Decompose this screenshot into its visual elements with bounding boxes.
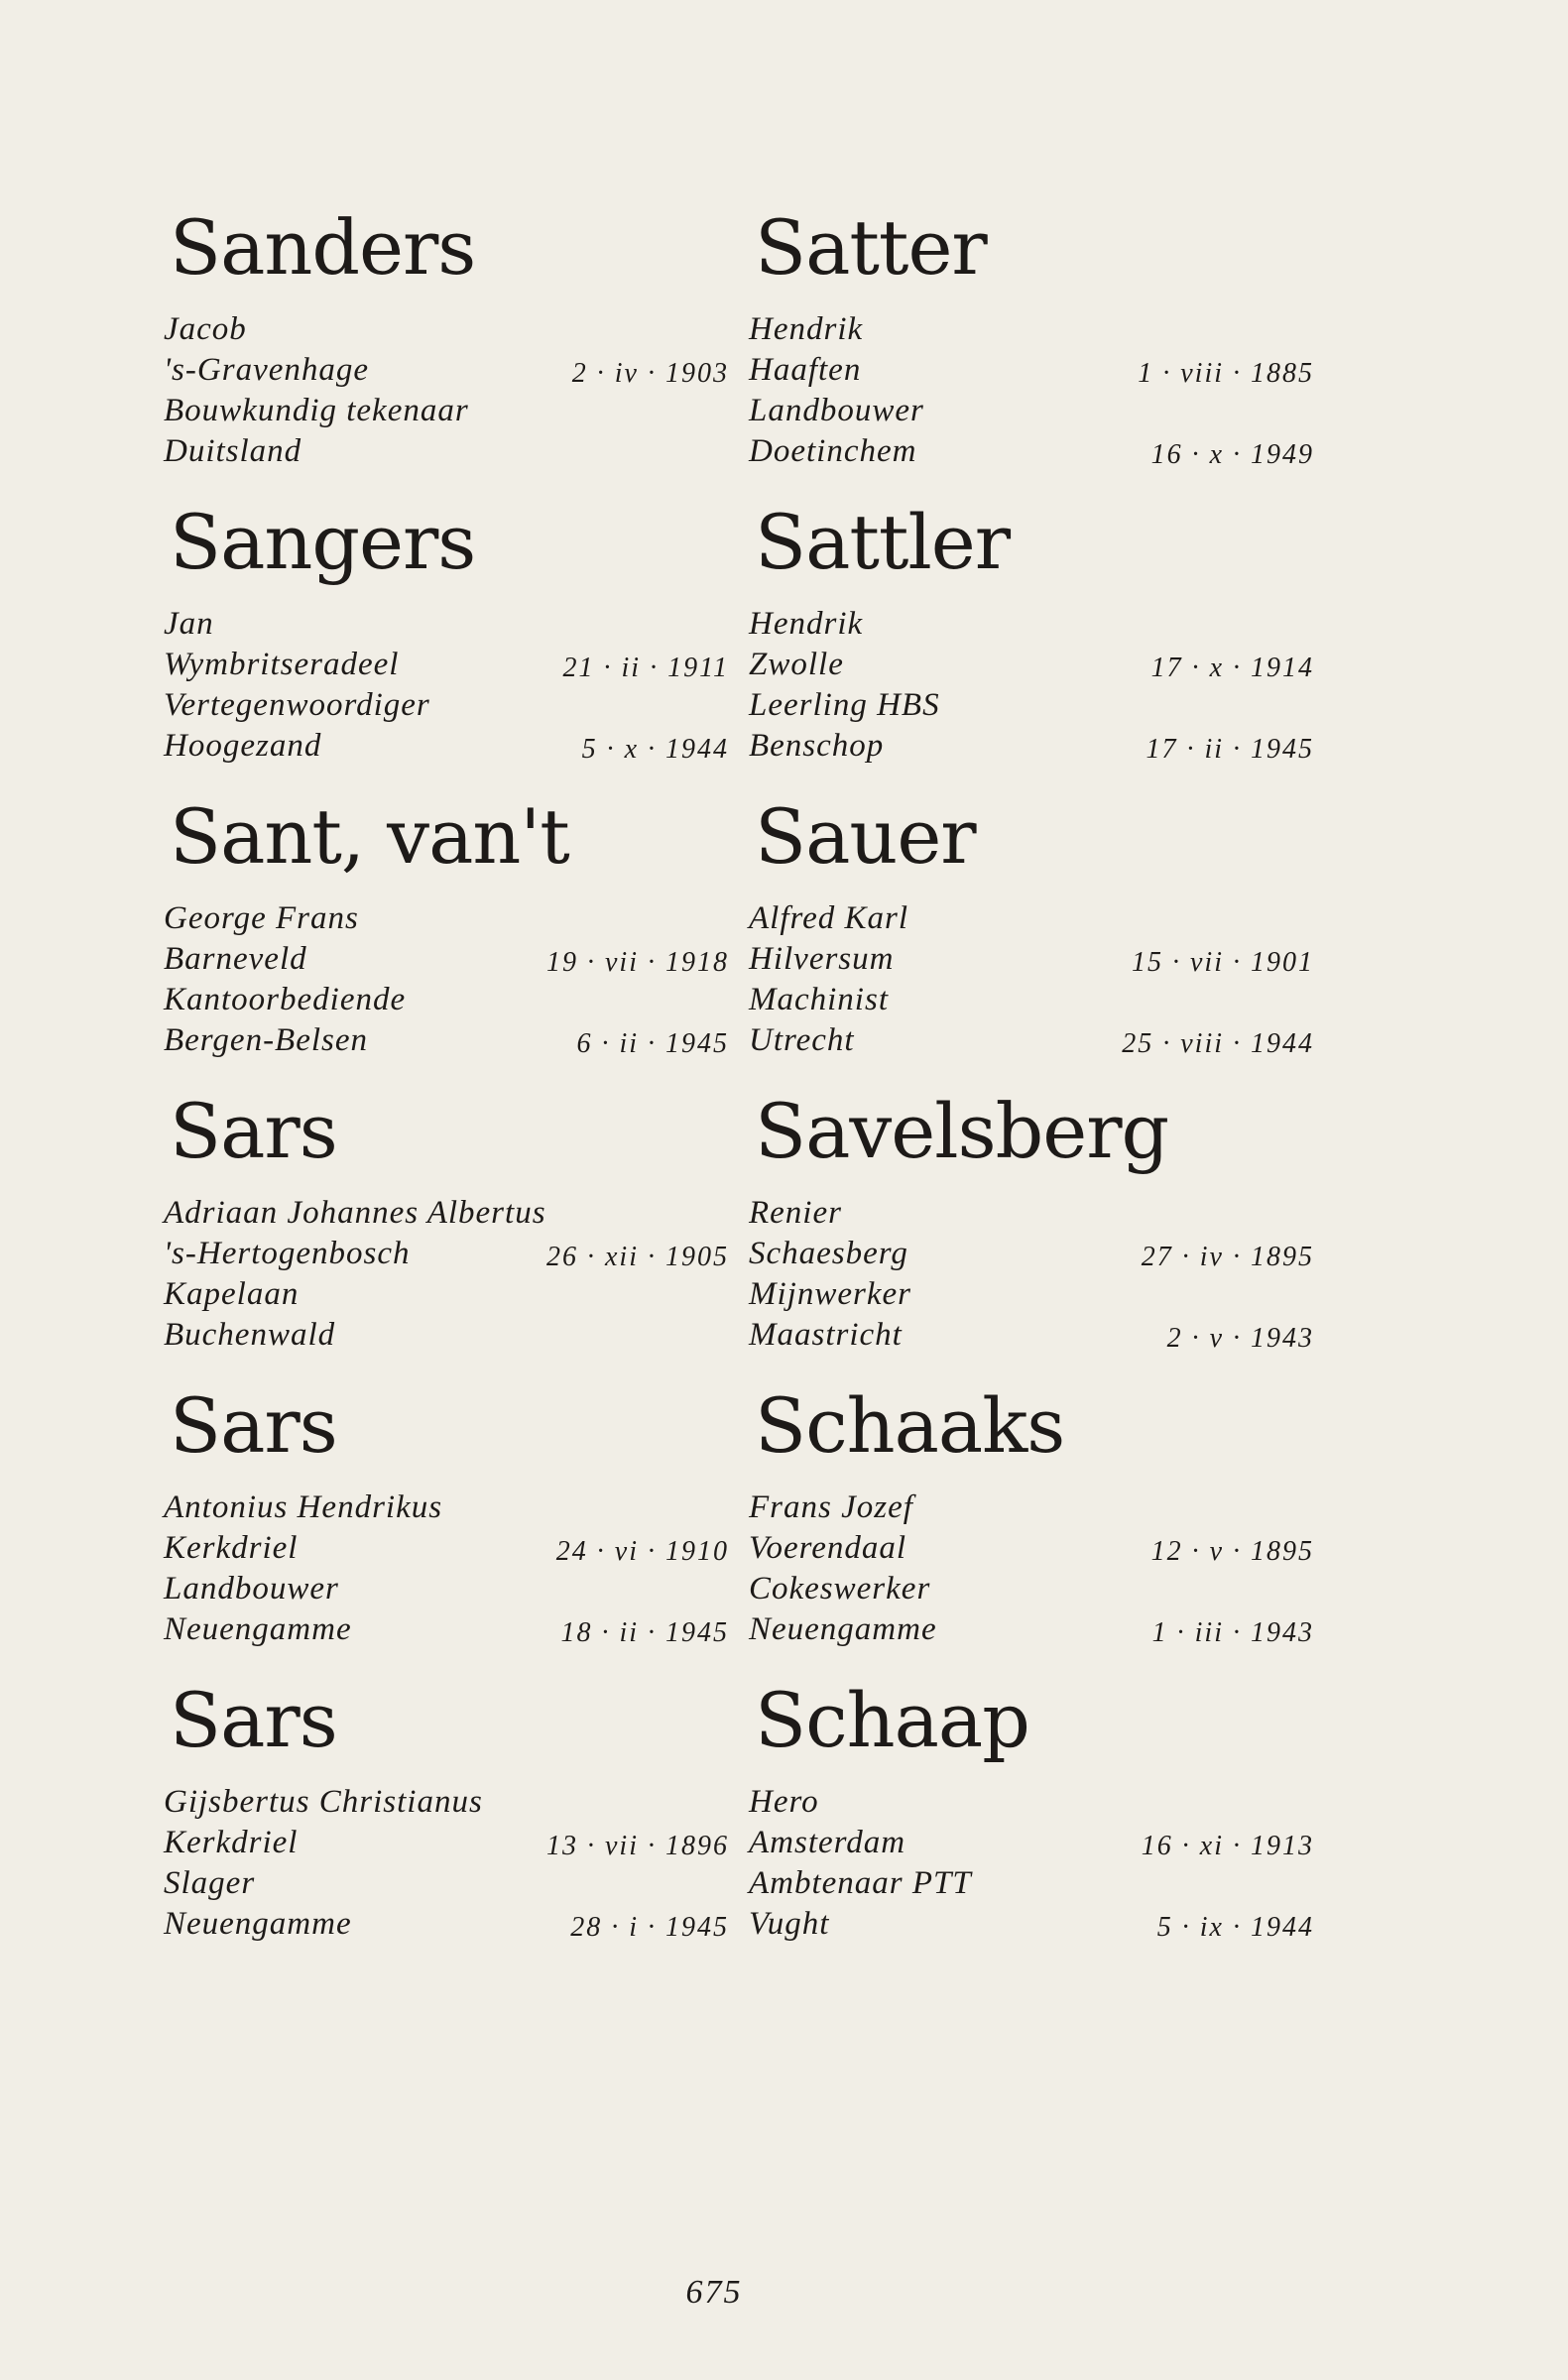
birthplace: 's-Gravenhage — [164, 352, 370, 388]
birthplace: Barneveld — [164, 941, 307, 977]
birthplace: Amsterdam — [749, 1825, 906, 1860]
death-place: Bergen-Belsen — [164, 1022, 369, 1058]
death-place: Neuengamme — [164, 1611, 352, 1647]
surname: Schaaks — [755, 1381, 1065, 1470]
entry — [164, 1666, 729, 1959]
birth-date: 26 · xii · 1905 — [546, 1242, 729, 1272]
death-place: Neuengamme — [749, 1611, 937, 1647]
birth-date: 15 · vii · 1901 — [1132, 947, 1314, 978]
birthplace: Kerkdriel — [164, 1825, 299, 1860]
entry — [749, 1371, 1314, 1664]
birth-date: 27 · iv · 1895 — [1141, 1242, 1314, 1272]
surname: Sauer — [755, 792, 976, 881]
first-names: Hero — [749, 1784, 819, 1820]
first-names: Antonius Hendrikus — [164, 1489, 443, 1525]
occupation: Leerling HBS — [749, 687, 940, 723]
first-names: Renier — [749, 1195, 842, 1231]
surname: Satter — [755, 203, 987, 292]
occupation: Ambtenaar PTT — [749, 1865, 972, 1901]
birthplace: Wymbritseradeel — [164, 647, 400, 682]
entry — [749, 1666, 1314, 1959]
birth-date: 21 · ii · 1911 — [562, 653, 729, 683]
death-date: 18 · ii · 1945 — [560, 1617, 729, 1648]
first-names: Alfred Karl — [749, 900, 909, 936]
first-names: Frans Jozef — [749, 1489, 913, 1525]
birthplace: Schaesberg — [749, 1236, 908, 1271]
death-place: Doetinchem — [749, 433, 917, 469]
occupation: Mijnwerker — [749, 1276, 911, 1312]
birth-date: 12 · v · 1895 — [1150, 1536, 1314, 1567]
occupation: Machinist — [749, 982, 889, 1017]
occupation: Vertegenwoordiger — [164, 687, 430, 723]
first-names: Jan — [164, 606, 214, 642]
birthplace: Hilversum — [749, 941, 895, 977]
first-names: Adriaan Johannes Albertus — [164, 1195, 546, 1231]
occupation: Kantoorbediende — [164, 982, 407, 1017]
death-date: 28 · i · 1945 — [570, 1912, 729, 1943]
surname: Sars — [170, 1381, 337, 1470]
occupation: Landbouwer — [164, 1571, 339, 1606]
death-place: Buchenwald — [164, 1317, 336, 1353]
birth-date: 1 · viii · 1885 — [1138, 358, 1314, 389]
death-place: Benschop — [749, 728, 885, 764]
birthplace: 's-Hertogenbosch — [164, 1236, 411, 1271]
surname: Schaap — [755, 1676, 1029, 1764]
death-place: Maastricht — [749, 1317, 903, 1353]
first-names: George Frans — [164, 900, 359, 936]
death-date: 5 · ix · 1944 — [1156, 1912, 1314, 1943]
death-date: 16 · x · 1949 — [1150, 439, 1314, 470]
birth-date: 17 · x · 1914 — [1150, 653, 1314, 683]
death-place: Duitsland — [164, 433, 302, 469]
entry — [164, 193, 729, 486]
birthplace: Voerendaal — [749, 1530, 907, 1566]
entry — [749, 193, 1314, 486]
surname: Sattler — [755, 498, 1011, 586]
surname: Savelsberg — [755, 1087, 1169, 1175]
death-place: Hoogezand — [164, 728, 322, 764]
occupation: Bouwkundig tekenaar — [164, 393, 469, 428]
occupation: Landbouwer — [749, 393, 924, 428]
death-place: Utrecht — [749, 1022, 855, 1058]
death-date: 17 · ii · 1945 — [1146, 734, 1314, 765]
first-names: Hendrik — [749, 606, 864, 642]
surname: Sangers — [170, 498, 476, 586]
surname: Sars — [170, 1676, 337, 1764]
entry — [749, 488, 1314, 780]
birth-date: 2 · iv · 1903 — [571, 358, 729, 389]
page-number: 675 — [685, 2274, 743, 2311]
death-date: 2 · v · 1943 — [1166, 1323, 1314, 1354]
birth-date: 16 · xi · 1913 — [1141, 1831, 1314, 1861]
occupation: Kapelaan — [164, 1276, 300, 1312]
birth-date: 24 · vi · 1910 — [555, 1536, 729, 1567]
entry — [164, 488, 729, 780]
occupation: Cokeswerker — [749, 1571, 931, 1606]
death-place: Vught — [749, 1906, 830, 1942]
surname: Sars — [170, 1087, 337, 1175]
death-date: 5 · x · 1944 — [581, 734, 729, 765]
birthplace: Haaften — [749, 352, 862, 388]
first-names: Hendrik — [749, 311, 864, 347]
surname: Sant, van't — [170, 792, 569, 881]
birth-date: 19 · vii · 1918 — [546, 947, 729, 978]
surname: Sanders — [170, 203, 476, 292]
entry — [749, 782, 1314, 1075]
death-place: Neuengamme — [164, 1906, 352, 1942]
birthplace: Kerkdriel — [164, 1530, 299, 1566]
first-names: Jacob — [164, 311, 247, 347]
birth-date: 13 · vii · 1896 — [546, 1831, 729, 1861]
entry — [749, 1077, 1314, 1369]
entry — [164, 1371, 729, 1664]
death-date: 25 · viii · 1944 — [1122, 1028, 1314, 1059]
occupation: Slager — [164, 1865, 256, 1901]
birthplace: Zwolle — [749, 647, 844, 682]
entry — [164, 1077, 729, 1369]
death-date: 6 · ii · 1945 — [576, 1028, 729, 1059]
entry — [164, 782, 729, 1075]
first-names: Gijsbertus Christianus — [164, 1784, 483, 1820]
death-date: 1 · iii · 1943 — [1151, 1617, 1314, 1648]
